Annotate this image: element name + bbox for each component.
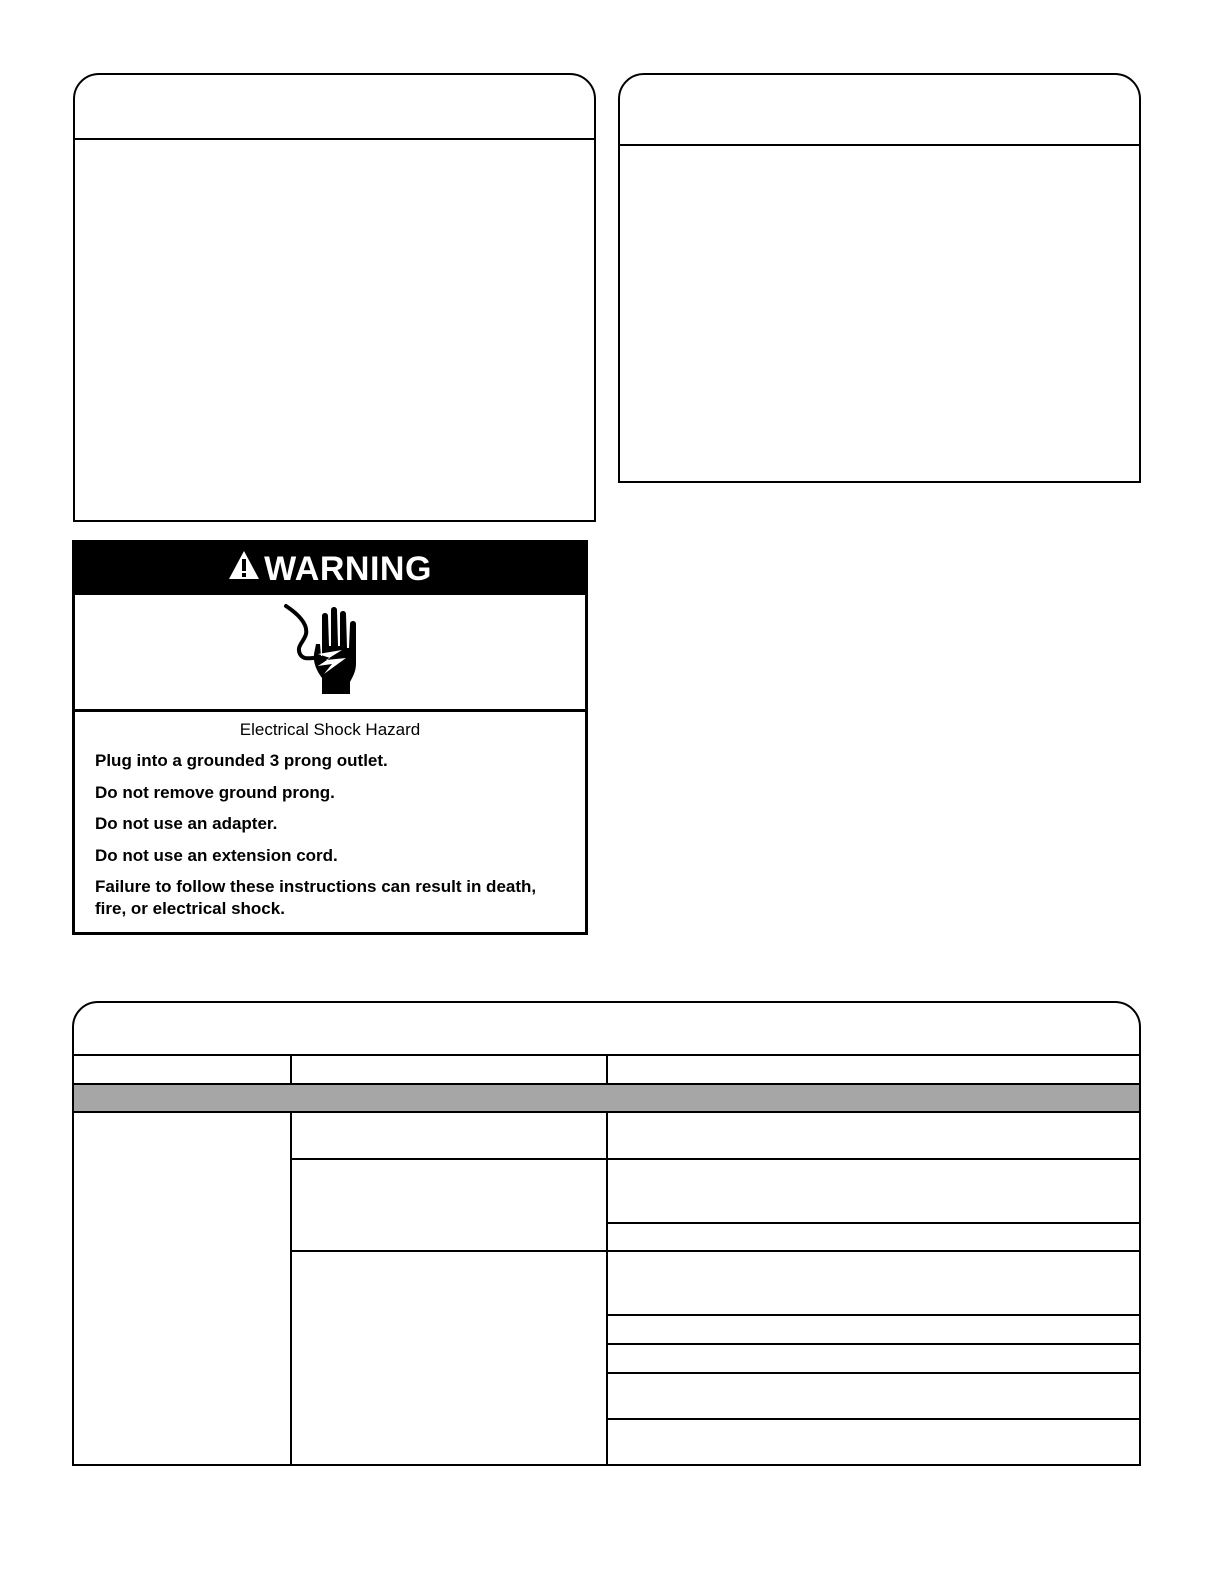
row-divider [606,1372,1139,1374]
row-divider [606,1222,1139,1224]
warning-line: Do not use an extension cord. [95,845,338,865]
alert-triangle-icon [228,550,264,589]
left-info-panel [73,73,596,522]
warning-box [72,540,588,935]
row-divider [606,1343,1139,1345]
warning-line: Do not remove ground prong. [95,782,335,802]
left-panel-header [75,75,594,140]
right-panel-header [620,75,1139,146]
row-divider [606,1314,1139,1316]
section-row [74,1085,1139,1111]
warning-line: Failure to follow these instructions can result in death, fire, or electrical shock. [95,877,537,918]
header-column-divider [606,1054,608,1084]
table-panel [72,1001,1141,1466]
warning-banner-label: WARNING [264,549,432,588]
row-divider [290,1250,1139,1252]
warning-pictogram-area [75,595,585,712]
warning-banner [75,543,585,595]
warning-line: Plug into a grounded 3 prong outlet. [95,751,388,770]
row-divider [290,1158,1139,1160]
hazard-title: Electrical Shock Hazard [239,720,421,739]
body-column-divider [606,1113,608,1464]
warning-line: Do not use an adapter. [95,814,278,833]
warning-text-area [75,712,585,932]
right-info-panel [618,73,1141,483]
body-column-divider [290,1113,292,1464]
header-column-divider [290,1054,292,1084]
row-divider [606,1418,1139,1420]
electrical-shock-hand-icon [280,600,380,705]
